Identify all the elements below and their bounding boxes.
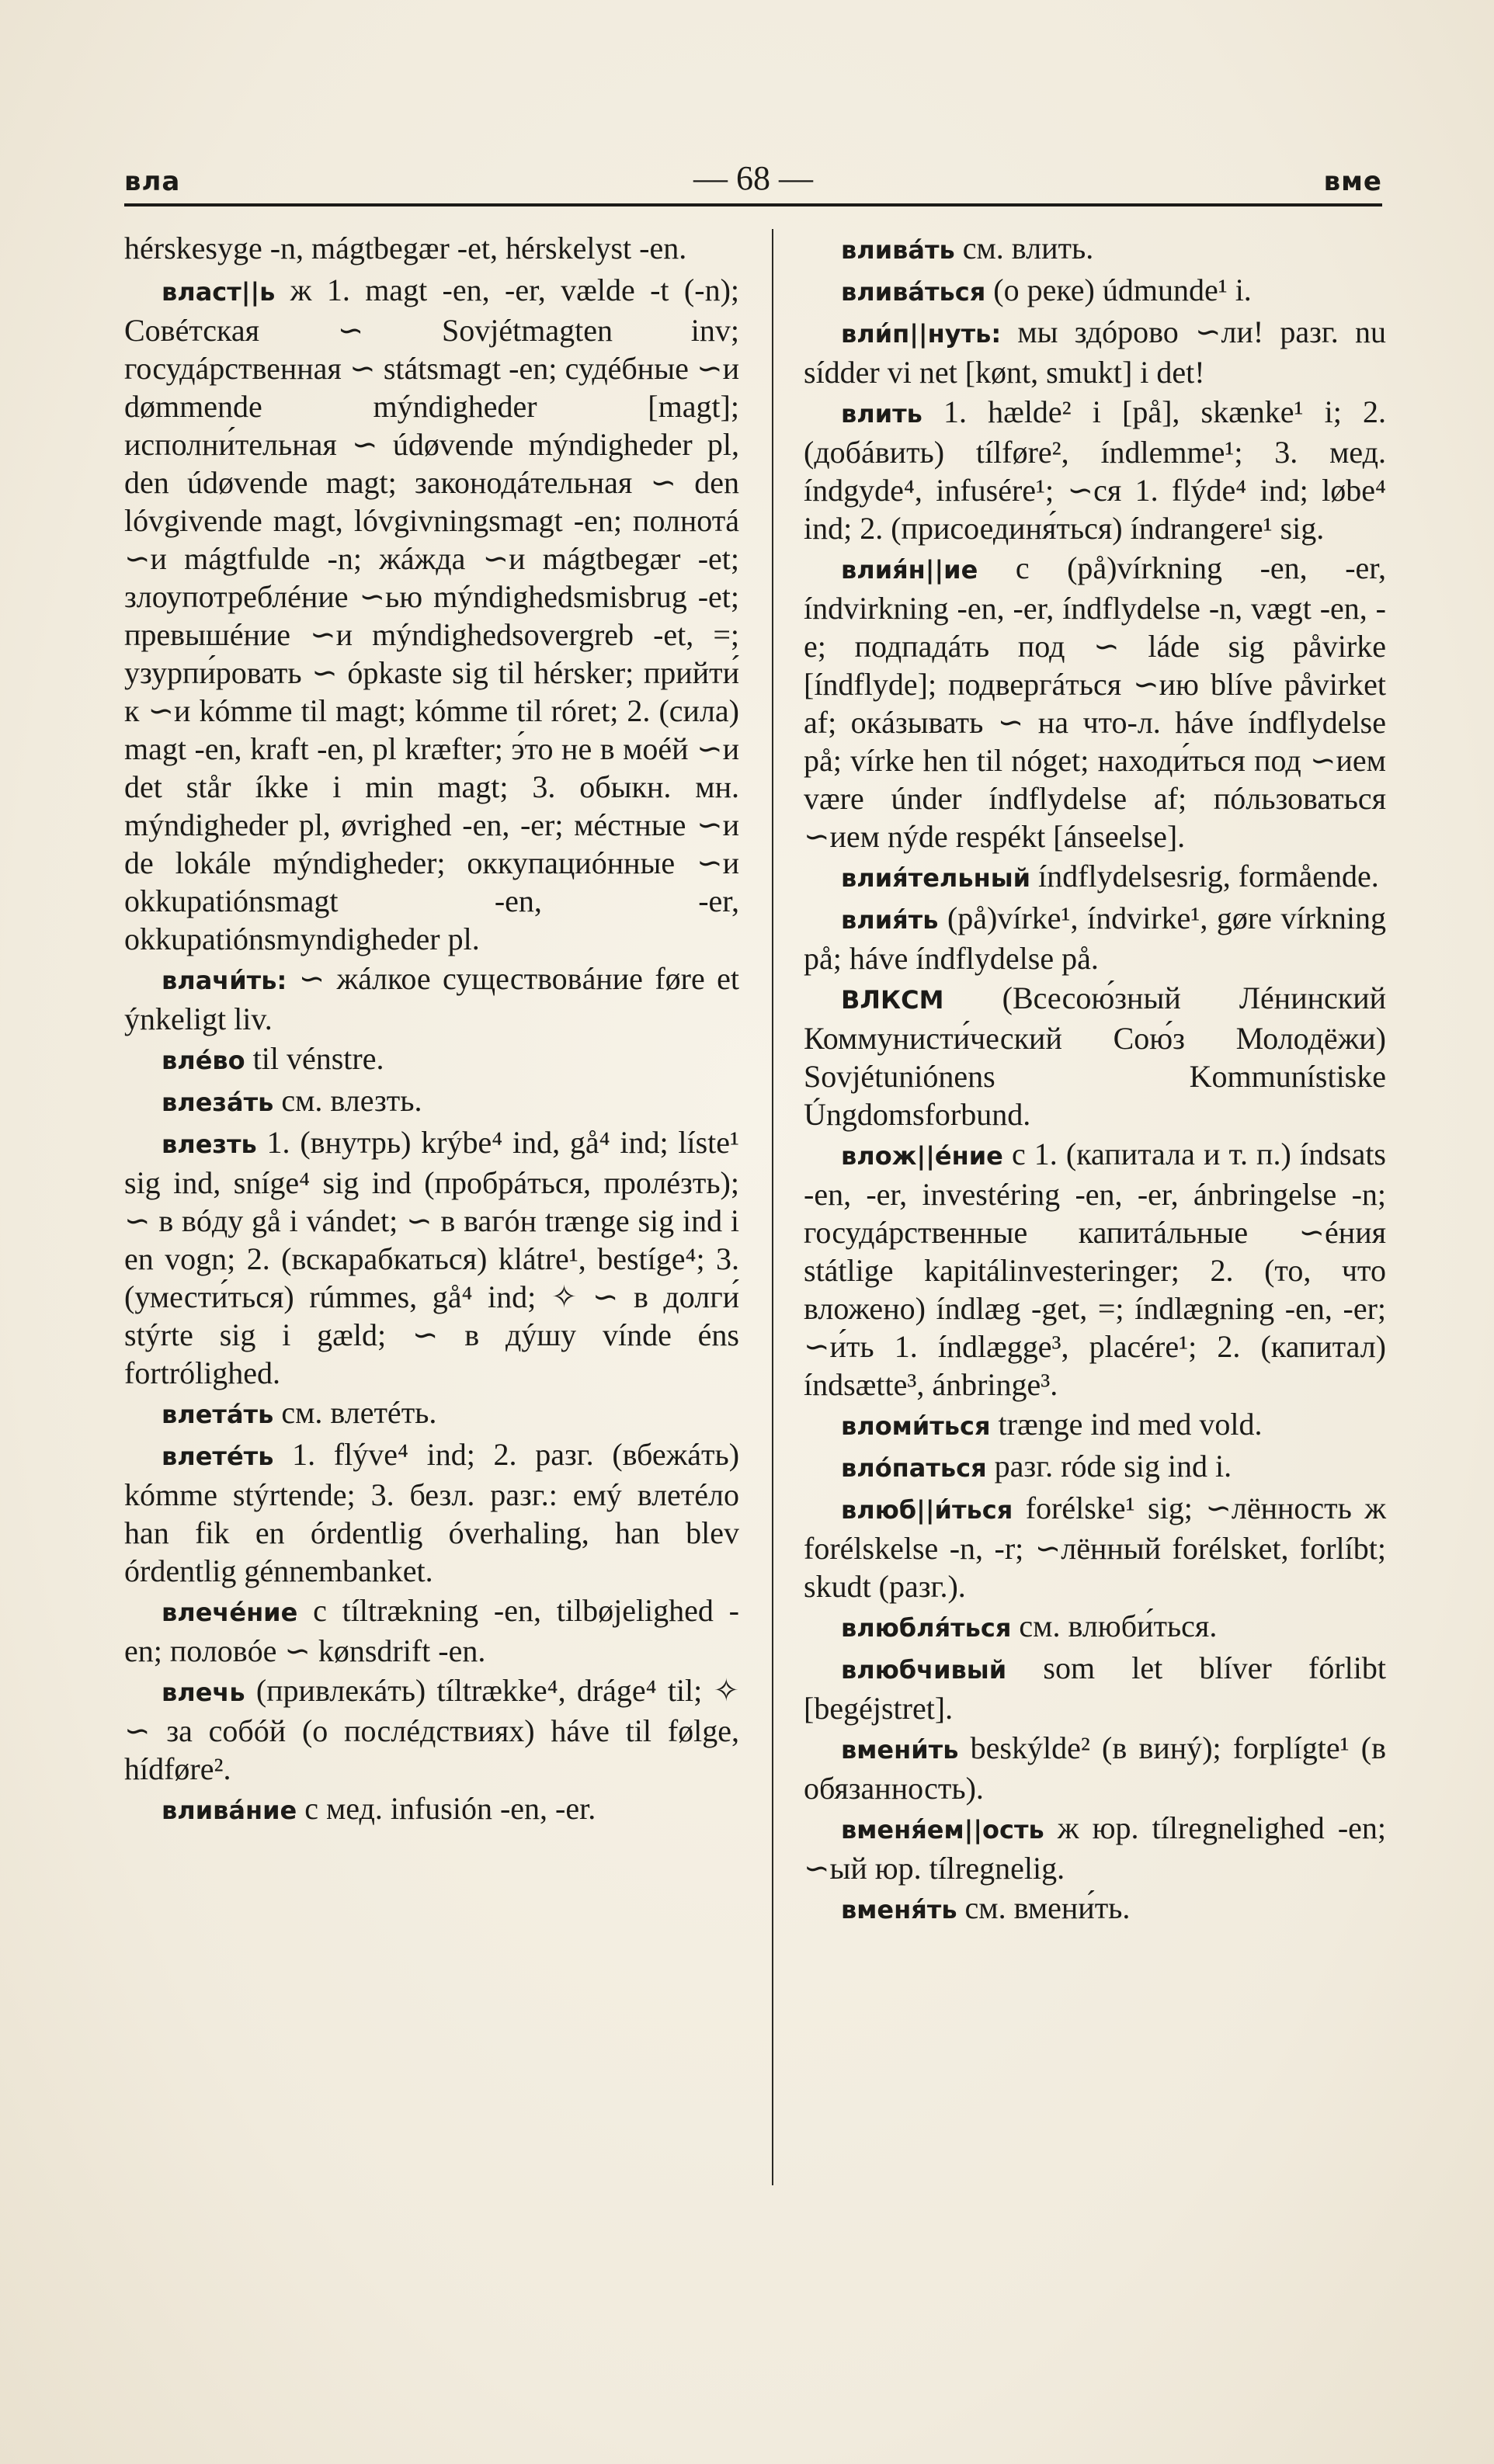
headword: влюбчивый [841,1655,1007,1685]
definition: см. вмени́ть. [964,1890,1131,1925]
definition: (привлекáть) tíltrække⁴, dráge⁴ til; ✧ ∽ за собóй (о послéдствиях) háve til følge, hídføre². [124,1673,739,1786]
definition: trænge ind med vold. [998,1407,1263,1442]
dictionary-entry [124,1123,739,1392]
header-rule [124,203,1382,206]
dictionary-entry [804,271,1386,311]
headword: влия́н||ие [841,555,978,585]
dictionary-entry [804,393,1386,547]
dictionary-entry [804,313,1386,391]
column-divider [772,229,773,2185]
headword: влож||éние [841,1141,1003,1171]
definition: ж юр. tílregnelighed -en; ∽ый юр. tílregnelig. [804,1810,1387,1886]
page-number: — 68 — [693,159,813,197]
definition: с мед. infusión -en, -er. [304,1791,596,1826]
dictionary-entry [804,899,1386,977]
definition: (о реке) údmunde¹ i. [993,272,1252,307]
dictionary-entry [804,1809,1386,1887]
headword: влюб||и́ться [841,1495,1013,1525]
right-guide-word: вме [1323,166,1382,197]
headword: влезáть [162,1088,274,1117]
definition: til vénstre. [252,1041,384,1076]
dictionary-entry [804,1447,1386,1487]
headword: влия́ть [841,905,939,935]
definition: índflydelsesrig, formående. [1038,859,1379,894]
right-column [804,229,1386,1931]
headword: вливáть [841,235,955,265]
definition: ∽ жáлкое существовáние føre et ýnkeligt liv. [124,961,740,1036]
headword: вменя́ем||ость [841,1815,1044,1845]
dictionary-entry [804,229,1386,269]
left-column [124,229,739,1831]
definition: ж 1. magt -en, -er, vælde -t (-n); Совéтская ∽ Sovjétmagten inv; госудáрственная ∽ státsmagt -en; судéбные ∽и dømmende mýndigheder [magt]; исполни́тельная ∽ údøvende mýndigheder pl, den údøvende magt; законодáтельная ∽ den lóvgivende magt, lóvgivningsmagt -en; полнотá ∽и mágtfulde -n; жáжда ∽и mágtbegær -et; злоупотреблéние ∽ью mýndighedsmisbrug -et; превышéние ∽и mýndighedsovergreb -et, =; узурпи́ровать ∽ ópkaste sig til hérsker; прийти́ к ∽и kómme til magt; kómme til róret; 2. (сила) magt -en, kraft -en, pl kræfter; э́то не в моéй ∽и det står íkke i min magt; 3. обыкн. мн. mýndigheder pl, øvrighed -en, -er; мéстные ∽и de lokále mýndigheder; оккупациóнные ∽и okkupatiónsmagt -en, -er, okkupatiónsmyndigheder pl. [124,272,740,956]
left-guide-word: вла [124,166,181,197]
headword: влия́тельный [841,863,1031,893]
headword: влачи́ть: [162,966,287,995]
dictionary-entry [804,1405,1386,1445]
definition: см. влезть. [281,1083,422,1118]
dictionary-entry [124,1671,739,1788]
headword: власт||ь [162,277,276,307]
headword: вли́п||нуть: [841,319,1002,349]
dictionary-entry [124,1393,739,1434]
dictionary-entry [804,549,1386,855]
dictionary-entry [124,960,739,1038]
dictionary-entry [804,1135,1386,1404]
dictionary-entry [124,229,739,269]
dictionary-entry [124,1591,739,1670]
headword: вливáние [162,1796,297,1825]
definition: разг. róde sig ind i. [994,1449,1232,1484]
dictionary-entry [124,271,739,958]
dictionary-entry [804,1607,1386,1647]
definition: с tíltrækning -en, tilbøjelighed -en; половóе ∽ kønsdrift -en. [124,1593,740,1668]
dictionary-entry [804,1889,1386,1929]
headword: влечéние [162,1598,298,1627]
definition: 1. (внутрь) krýbe⁴ ind, gå⁴ ind; líste¹ sig ind, sníge⁴ sig ind (пробрáться, пролéзть); ∽ в вóду gå i vándet; ∽ в вагóн trænge sig ind i en vogn; 2. (вскарабкаться) klátre¹, bestíge⁴; 3. (умести́ться) rúmmes, gå⁴ ind; ✧ ∽ в долги́ stýrte sig i gæld; ∽ в дýшу vínde éns fortrólighed. [124,1125,740,1390]
definition: см. влить. [962,231,1094,265]
headword: вмени́ть [841,1735,959,1765]
page-header [124,155,1382,202]
headword: влéво [162,1046,245,1075]
dictionary-entry [124,1789,739,1830]
definition: с 1. (капитала и т. п.) índsats -en, -er, investéring -en, -er, ánbringelse -n; госудáрственные капитáльные ∽éния státlige kapitálinvesteringer; 2. (то, что вложено) índlæg -get, =; índlægning -en, -er; ∽и́ть 1. índlægge³, placére¹; 2. (капитал) índsætte³, ánbringe³. [804,1137,1387,1402]
definition: (Всесою́зный Лéнинский Коммунисти́ческий Сою́з Молодёжи) Sovjétuniónens Kommunístiske Úngdomsforbund. [804,980,1387,1132]
definition: 1. hælde² i [på], skænke¹ i; 2. (добáвить) tílføre², índlemme¹; 3. мед. índgyde⁴, infusére¹; ∽ся 1. flýde⁴ ind; løbe⁴ ind; 2. (присоединя́ться) índrangere¹ sig. [804,394,1387,546]
dictionary-entry [124,1435,739,1590]
headword: ВЛКСМ [841,985,944,1015]
headword: влóпаться [841,1453,987,1483]
definition: som let blíver fórlibt [begéjstret]. [804,1650,1386,1726]
headword: влетéть [162,1442,274,1471]
headword: влить [841,399,922,429]
definition: hérskesyge -n, mágtbegær -et, hérskelyst -en. [124,231,687,265]
dictionary-entry [124,1039,739,1080]
headword: влечь [162,1678,245,1707]
definition: мы здóрово ∽ли! разг. nu sídder vi net [kønt, smukt] i det! [804,314,1387,390]
definition: beskýlde² (в винý); forplígte¹ (в обязанность). [804,1730,1387,1806]
definition: forélske¹ sig; ∽лённость ж forélskelse -n, -r; ∽лённый forélsket, forlíbt; skudt (разг.). [804,1491,1386,1604]
definition: см. влюби́ться. [1019,1609,1218,1643]
definition: см. влетéть. [281,1395,437,1430]
dictionary-entry [124,1081,739,1122]
headword: вменя́ть [841,1895,957,1924]
definition: с (på)vírkning -en, -er, índvirkning -en, -er, índflydelse -n, vægt -en, -e; подпадáть под ∽ láde sig påvirke [índflyde]; подвергáться ∽ию blíve påvirket af; окáзывать ∽ на что-л. háve índflydelse på; vírke hen til nóget; находи́ться под ∽ием være únder índflydelse af; пóльзоваться ∽ием nýde respékt [ánseelse]. [804,550,1387,854]
dictionary-entry [804,1729,1386,1807]
headword: вломи́ться [841,1411,991,1441]
headword: влезть [162,1130,257,1159]
dictionary-entry [804,979,1386,1133]
dictionary-entry [804,1649,1386,1727]
headword: вливáться [841,277,986,307]
headword: влетáть [162,1400,274,1429]
headword: влюбля́ться [841,1613,1012,1643]
definition: (på)vírke¹, índvirke¹, gøre vírkning på; háve índflydelse på. [804,901,1386,976]
definition: 1. flýve⁴ ind; 2. разг. (вбежáть) kómme stýrtende; 3. безл. разг.: емý влетéло han fik en órdentlig óverhaling, han blev órdentlig génnembanket. [124,1437,740,1588]
dictionary-entry [804,1489,1386,1605]
dictionary-entry [804,857,1386,897]
